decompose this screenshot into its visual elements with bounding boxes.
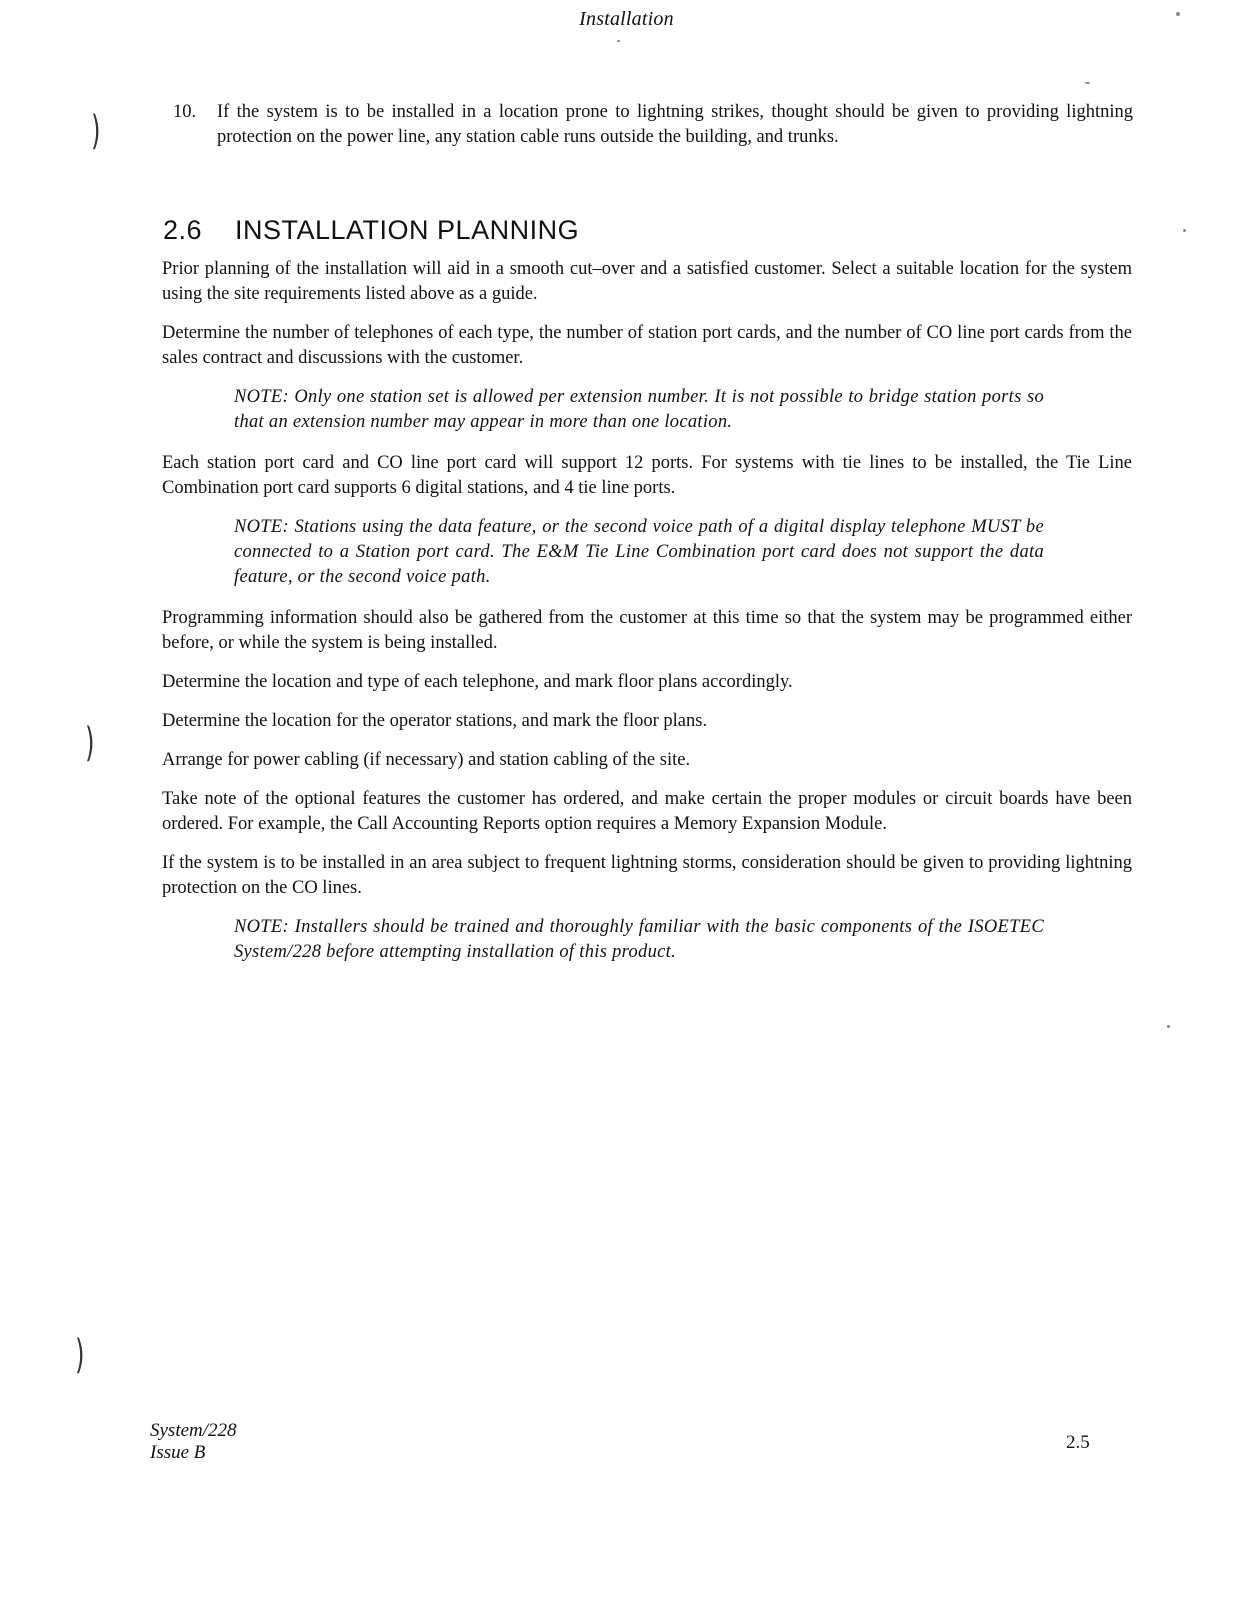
note: NOTE: Only one station set is allowed per extension number. It is not possible to bridge station ports so that an extension number may appear in more than one location. <box>234 387 1044 432</box>
paragraph: Prior planning of the installation will aid in a smooth cut–over and a satisfied customer. Select a suitable location for the system using the site requirements listed above as a guide. <box>162 259 1132 304</box>
paragraph: Determine the number of telephones of each type, the number of station port cards, and the number of CO line port cards from the sales contract and discussions with the customer. <box>162 323 1132 368</box>
list-item-number: 10. <box>173 102 197 122</box>
footer-product-info <box>150 1420 237 1464</box>
scan-speck <box>1176 12 1180 16</box>
footer-product: System/228 <box>150 1420 237 1441</box>
note: NOTE: Installers should be trained and thoroughly familiar with the basic components of the ISOETEC System/228 before attempting installation of this product. <box>234 917 1044 962</box>
paragraph: Programming information should also be gathered from the customer at this time so that the system may be programmed either before, or while the system is being installed. <box>162 608 1132 653</box>
scan-speck <box>617 40 620 42</box>
binder-hole-mark-middle: ) <box>85 720 95 766</box>
section-title: INSTALLATION PLANNING <box>235 215 580 245</box>
paragraph: Arrange for power cabling (if necessary) and station cabling of the site. <box>162 750 691 770</box>
paragraph: Determine the location and type of each telephone, and mark floor plans accordingly. <box>162 672 793 692</box>
footer-issue: Issue B <box>150 1442 206 1463</box>
paragraph: Take note of the optional features the customer has ordered, and make certain the proper modules or circuit boards have been ordered. For example, the Call Accounting Reports option requires a Memory Expansion Module. <box>162 789 1132 834</box>
paragraph: Determine the location for the operator stations, and mark the floor plans. <box>162 711 708 731</box>
scan-speck <box>1167 1025 1170 1028</box>
section-body <box>162 257 1132 981</box>
list-item-text: If the system is to be installed in a location prone to lightning strikes, thought should be given to providing lightning protection on the power line, any station cable runs outside the building, and trunks. <box>217 102 1133 147</box>
scan-speck <box>1183 229 1186 232</box>
binder-hole-mark-bottom: ) <box>75 1332 85 1378</box>
scan-speck <box>1085 82 1090 84</box>
paragraph: Each station port card and CO line port card will support 12 ports. For systems with tie lines to be installed, the Tie Line Combination port card supports 6 digital stations, and 4 tie line ports. <box>162 453 1132 498</box>
list-item-10 <box>173 100 1133 150</box>
paragraph: If the system is to be installed in an area subject to frequent lightning storms, consideration should be given to providing lightning protection on the CO lines. <box>162 853 1132 898</box>
running-header: Installation <box>579 8 674 30</box>
note: NOTE: Stations using the data feature, or the second voice path of a digital display telephone MUST be connected to a Station port card. The E&M Tie Line Combination port card does not support the data feature, or the second voice path. <box>234 517 1044 587</box>
section-number: 2.6 <box>163 215 203 245</box>
section-heading <box>163 215 579 246</box>
page-number: 2.5 <box>1066 1432 1090 1453</box>
binder-hole-mark-top: ) <box>91 108 101 154</box>
